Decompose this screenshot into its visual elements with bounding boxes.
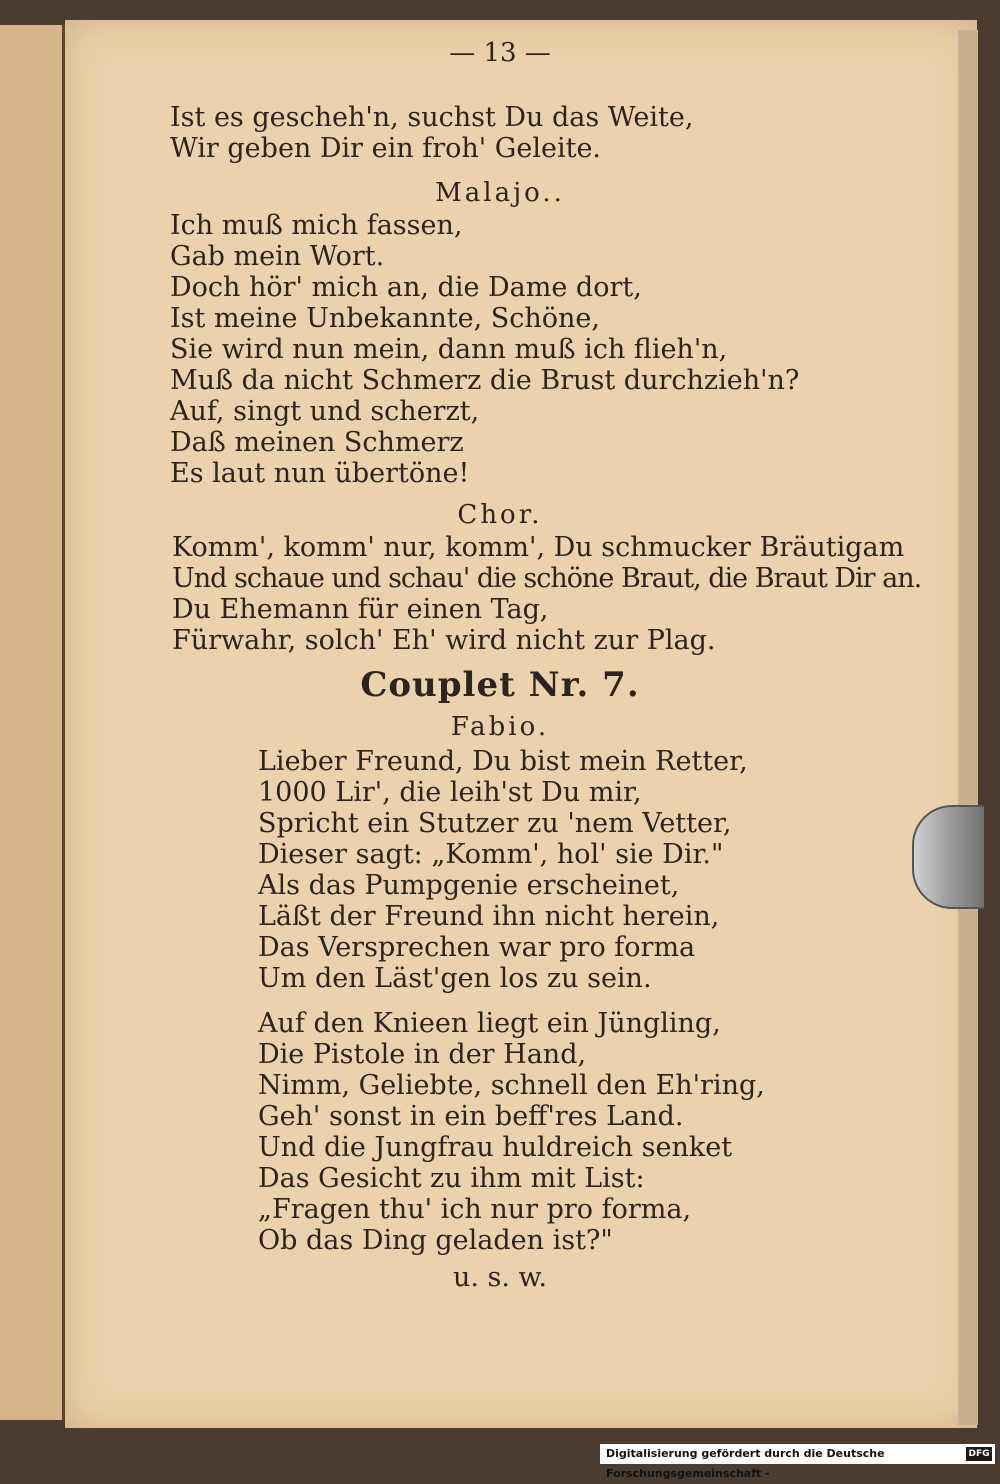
- verse-line: Auf den Knieen liegt ein Jüngling,: [258, 1008, 721, 1039]
- verse-block-2: [170, 210, 799, 489]
- verse-line: Wir geben Dir ein froh' Geleite.: [170, 133, 602, 164]
- speaker-chor: Chor.: [457, 500, 543, 530]
- digitization-credit: Digitalisierung gefördert durch die Deutsche Forschungsgemeinschaft -: [600, 1444, 995, 1464]
- verse-line: Als das Pumpgenie erscheinet,: [258, 870, 680, 901]
- verse-line: Das Versprechen war pro forma: [258, 932, 696, 963]
- verse-line: Fürwahr, solch' Eh' wird nicht zur Plag.: [172, 625, 716, 656]
- verse-line: Spricht ein Stutzer zu 'nem Vetter,: [258, 808, 732, 839]
- verse-line: Ob das Ding geladen ist?": [258, 1225, 613, 1256]
- metal-clip: [912, 805, 984, 909]
- usw-abbreviation: u. s. w.: [452, 1262, 548, 1293]
- dfg-logo: DFG: [966, 1447, 992, 1461]
- speaker-fabio: Fabio.: [450, 712, 550, 742]
- verse-line: Das Gesicht zu ihm mit List:: [258, 1163, 645, 1194]
- verse-line: 1000 Lir', die leih'st Du mir,: [258, 777, 642, 808]
- verse-block-5: [258, 1008, 765, 1256]
- verse-line: Nimm, Geliebte, schnell den Eh'ring,: [258, 1070, 765, 1101]
- couplet-heading: Couplet Nr. 7.: [360, 665, 640, 705]
- verse-block-3: [172, 532, 921, 656]
- verse-line: Komm', komm' nur, komm', Du schmucker Bräutigam: [172, 532, 905, 563]
- verse-line: Du Ehemann für einen Tag,: [172, 594, 549, 625]
- verse-line: Ich muß mich fassen,: [170, 210, 463, 241]
- verse-line: Und die Jungfrau huldreich senket: [258, 1132, 733, 1163]
- verse-block-1: [170, 102, 693, 164]
- page-stack-edge: [958, 30, 978, 1425]
- verse-line: „Fragen thu' ich nur pro forma,: [258, 1194, 692, 1225]
- verse-line: Um den Läst'gen los zu sein.: [258, 963, 652, 994]
- verse-line: Und schaue und schau' die schöne Braut, die Braut Dir an.: [172, 563, 922, 594]
- verse-line: Geh' sonst in ein beff'res Land.: [258, 1101, 684, 1132]
- verse-line: Gab mein Wort.: [170, 241, 385, 272]
- verse-line: Ist es gescheh'n, suchst Du das Weite,: [170, 102, 694, 133]
- verse-line: Lieber Freund, Du bist mein Retter,: [258, 746, 748, 777]
- verse-line: Läßt der Freund ihn nicht herein,: [258, 901, 720, 932]
- verse-block-4: [258, 746, 748, 994]
- verse-line: Dieser sagt: „Komm', hol' sie Dir.": [258, 839, 724, 870]
- verse-line: Ist meine Unbekannte, Schöne,: [170, 303, 600, 334]
- verse-line: Auf, singt und scherzt,: [170, 396, 480, 427]
- verse-line: Es laut nun übertöne!: [170, 458, 470, 489]
- verse-line: Daß meinen Schmerz: [170, 427, 464, 458]
- verse-line: Die Pistole in der Hand,: [258, 1039, 587, 1070]
- verse-line: Sie wird nun mein, dann muß ich flieh'n,: [170, 334, 728, 365]
- left-page-edge: [0, 25, 65, 1420]
- page-number: — 13 —: [449, 38, 551, 68]
- verse-line: Muß da nicht Schmerz die Brust durchzieh'n?: [170, 365, 800, 396]
- verse-line: Doch hör' mich an, die Dame dort,: [170, 272, 642, 303]
- speaker-malajo: Malajo..: [435, 178, 565, 208]
